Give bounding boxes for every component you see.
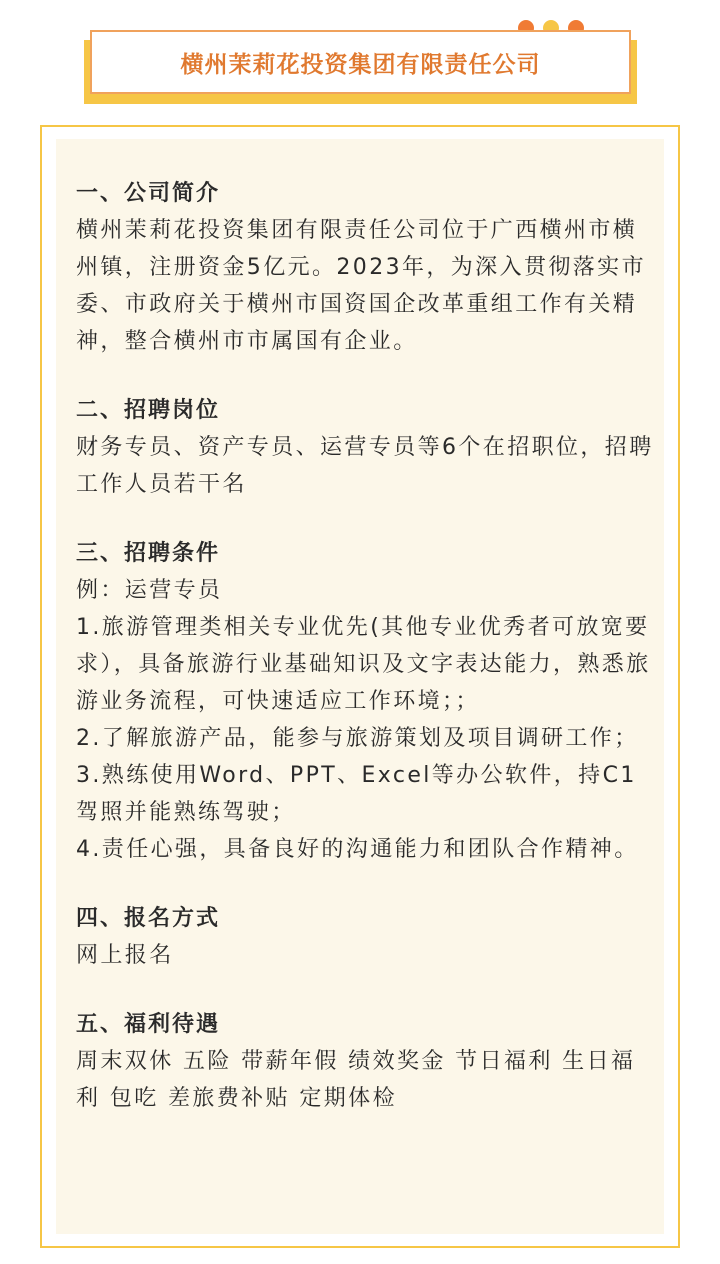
section-heading: 一、公司简介 — [76, 181, 221, 206]
section-text: 财务专员、资产专员、运营专员等6个在招职位，招聘工作人员若干名 — [76, 435, 654, 497]
section-heading: 二、招聘岗位 — [76, 398, 221, 423]
section-heading: 三、招聘条件 — [76, 541, 221, 566]
section-text: 周末双休 五险 带薪年假 绩效奖金 节日福利 生日福利 包吃 差旅费补贴 定期体检 — [76, 1049, 636, 1111]
section-apply — [76, 900, 656, 974]
page-title: 横州茉莉花投资集团有限责任公司 — [180, 51, 541, 78]
section-positions — [76, 392, 656, 503]
section-text: 网上报名 — [76, 943, 174, 968]
list-item: 2.了解旅游产品，能参与旅游策划及项目调研工作； — [76, 726, 639, 751]
section-heading: 五、福利待遇 — [76, 1012, 221, 1037]
requirements-example: 例：运营专员 — [76, 578, 223, 603]
section-benefits — [76, 1006, 656, 1117]
content-panel — [40, 125, 680, 1248]
section-requirements — [76, 535, 656, 868]
title-box — [90, 30, 631, 94]
section-intro — [76, 175, 656, 360]
list-item: 1.旅游管理类相关专业优先(其他专业优秀者可放宽要求），具备旅游行业基础知识及文字表达能力，熟悉旅游业务流程，可快速适应工作环境；； — [76, 615, 651, 714]
section-text: 横州茉莉花投资集团有限责任公司位于广西横州市横州镇，注册资金5亿元。2023年，为深入贯彻落实市委、市政府关于横州市国资国企改革重组工作有关精神，整合横州市市属国有企业。 — [76, 218, 646, 354]
section-heading: 四、报名方式 — [76, 906, 221, 931]
content-panel-inner — [56, 139, 664, 1234]
article-body — [76, 175, 656, 1149]
list-item: 3.熟练使用Word、PPT、Excel等办公软件，持C1驾照并能熟练驾驶； — [76, 763, 637, 825]
list-item: 4.责任心强，具备良好的沟通能力和团队合作精神。 — [76, 837, 639, 862]
